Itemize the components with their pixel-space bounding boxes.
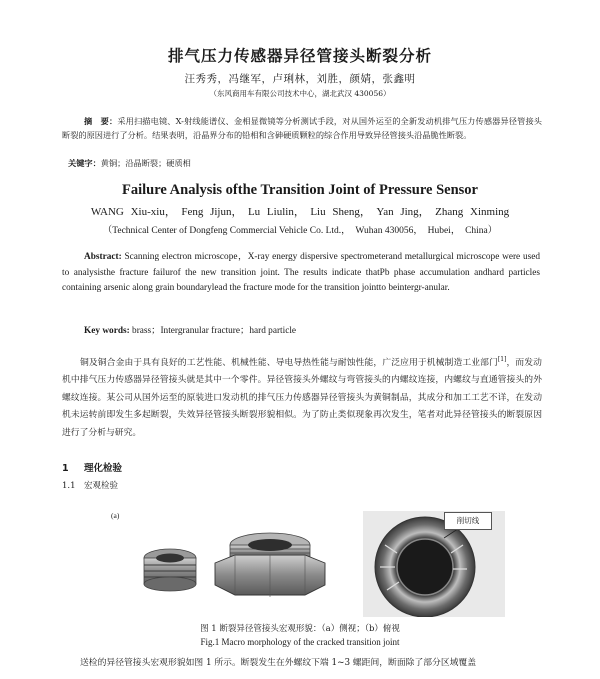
body-continuation-line: 送检的异径管接头宏观形貌如图 1 所示。断裂发生在外螺纹下端 1~3 螺距间，断面除了部分区域覆盖: [80, 658, 477, 668]
english-affiliation: （Technical Center of Dongfeng Commercial Vehicle Co. Ltd.， Wuhan 430056， Hubei， China）: [102, 226, 498, 236]
english-abstract-text: Scanning electron microscope，X-ray energy dispersive spectrometerand metallurgical microscope were used to analysisthe fracture failurof the new transition joint. The results indicate thatPb phase accumulation andhard particles containing arsenic along grain boundarylead the fracture mode for the transition jointto beintergr-anular.: [62, 252, 541, 293]
chinese-authors: 汪秀秀，冯继军，卢琍林，刘胜，颜婧，张鑫明: [184, 73, 416, 85]
chinese-abstract: [62, 114, 542, 142]
english-authors: WANG Xiu-xiu， Feng Jijun， Lu Liulin， Liu Sheng， Yan Jing， Zhang Xinming: [90, 206, 510, 218]
section-number: 1: [62, 463, 69, 474]
english-title: Failure Analysis ofthe Transition Joint of Pressure Sensor: [122, 182, 478, 198]
chinese-keywords-label: 关键字：: [68, 158, 101, 168]
english-abstract-label: Abstract:: [84, 252, 122, 262]
intro-text-part2: ，而发动机中排气压力传感器异径管接头就是其中一个零件。异径管接头外螺纹与弯管接头的内螺纹连接，内螺纹与直通管接头的外螺纹连接。某公司从国外运至的原装进口发动机的排气压力传感器异径管接头为黄铜制品，其成分和加工工艺不详，在发动机未运转前即发生多起断裂，失效异径管接头断裂形貌相似。为了防止类似现象再次发生，笔者对此异径管接头的断裂原因进行了分析与研究。: [62, 357, 542, 438]
english-keywords-text: brass；Intergranular fracture；hard particle: [132, 326, 297, 336]
cut-line-callout: 削切线: [444, 512, 492, 530]
english-abstract: [62, 250, 540, 297]
figure-caption-chinese: 图 1 断裂异径管接头宏观形貌：（a）侧视；（b）俯视: [200, 624, 400, 634]
chinese-affiliation: （东风商用车有限公司技术中心，湖北武汉 430056）: [209, 89, 391, 98]
figure-caption-english: Fig.1 Macro morphology of the cracked transition joint: [200, 637, 400, 647]
chinese-title: 排气压力传感器异径管接头断裂分析: [167, 47, 432, 65]
english-keywords: [62, 322, 540, 336]
section-heading-1-1: [62, 479, 118, 491]
section-heading-1: [62, 460, 122, 474]
subsection-number: 1.1: [62, 481, 76, 491]
threaded-fragment-photo: [144, 549, 196, 591]
chinese-keywords-text: 黄铜；沿晶断裂；硬质相: [100, 158, 191, 168]
hex-joint-photo: [215, 533, 325, 597]
section-title: 理化检验: [84, 463, 123, 474]
chinese-abstract-label: 摘 要：: [84, 116, 118, 126]
subsection-title: 宏观检验: [84, 481, 119, 491]
intro-text-part1: 铜及铜合金由于具有良好的工艺性能、机械性能、导电导热性能与耐蚀性能，广泛应用于机械制造工业部门: [80, 357, 498, 368]
citation-1[interactable]: [1]: [497, 356, 507, 363]
intro-paragraph: [62, 351, 542, 442]
chinese-keywords: [62, 158, 542, 169]
chinese-abstract-text: 采用扫描电镜、X-射线能谱仪、金相显微镜等分析测试手段，对从国外运至的全新发动机排气压力传感器异径管接头断裂的原因进行了分析。结果表明，沿晶界分布的铅相和含砷硬质颗粒的综合作用导致异径管接头沿晶脆性断裂。: [62, 116, 542, 140]
figure-label-a: (a): [111, 511, 120, 520]
english-keywords-label: Key words:: [84, 326, 130, 336]
